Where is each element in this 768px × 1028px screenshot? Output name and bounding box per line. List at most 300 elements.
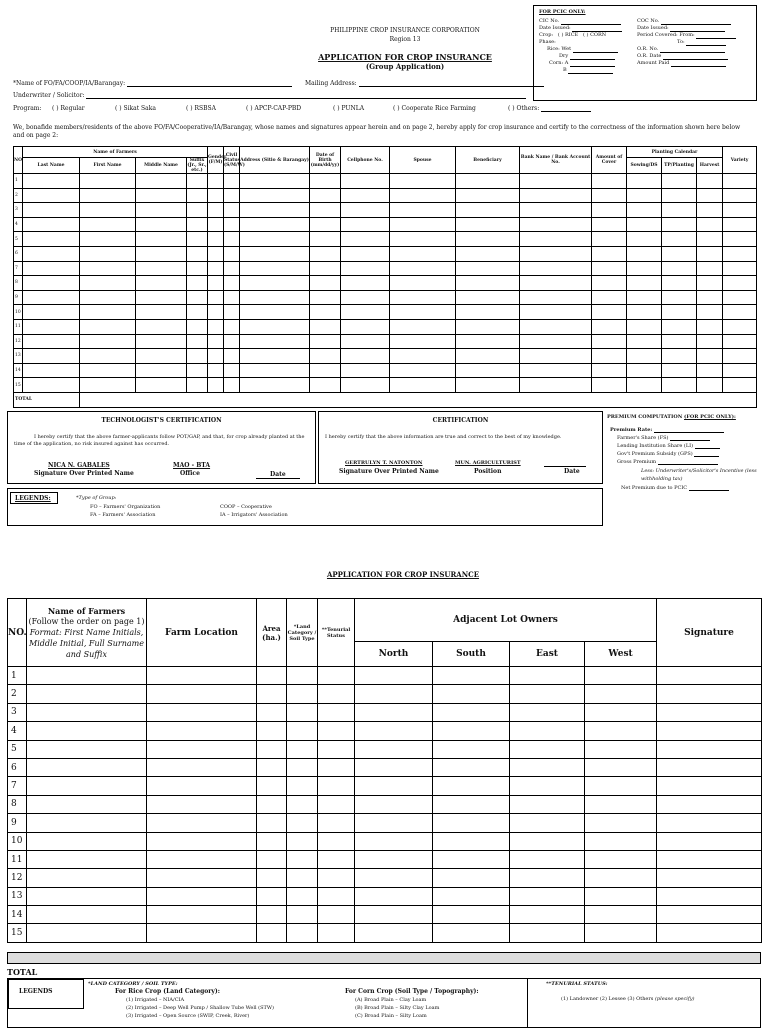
table-cell[interactable] [224, 261, 240, 276]
program-apcp[interactable]: ( ) APCP-CAP-PBD [246, 105, 302, 112]
table-cell[interactable] [136, 246, 187, 261]
table-cell[interactable] [433, 795, 510, 813]
table-cell[interactable] [136, 174, 187, 189]
table-cell[interactable] [390, 319, 456, 334]
table-cell[interactable] [456, 319, 520, 334]
table-cell[interactable] [208, 217, 224, 232]
table-cell[interactable] [287, 795, 318, 813]
table-cell[interactable] [287, 703, 318, 721]
table-cell[interactable] [627, 349, 662, 364]
table-cell[interactable] [257, 795, 287, 813]
table-cell[interactable] [23, 276, 80, 291]
table-cell[interactable] [80, 203, 136, 218]
table-cell[interactable] [592, 305, 627, 320]
table-cell[interactable] [433, 758, 510, 776]
table-cell[interactable] [136, 349, 187, 364]
table-cell[interactable] [318, 722, 355, 740]
table-cell[interactable] [240, 232, 310, 247]
table-cell[interactable] [147, 869, 257, 887]
table-cell[interactable] [318, 850, 355, 868]
table-cell[interactable] [433, 869, 510, 887]
table-cell[interactable] [318, 814, 355, 832]
table-cell[interactable] [662, 378, 697, 393]
table-cell[interactable] [224, 378, 240, 393]
table-cell[interactable] [147, 703, 257, 721]
table-cell[interactable] [697, 319, 723, 334]
table-cell[interactable] [27, 814, 147, 832]
table-cell[interactable] [147, 722, 257, 740]
table-cell[interactable] [723, 217, 757, 232]
table-cell[interactable] [510, 832, 585, 850]
table-cell[interactable] [433, 777, 510, 795]
table-cell[interactable] [585, 832, 657, 850]
table-cell[interactable] [355, 887, 433, 905]
table-cell[interactable] [240, 290, 310, 305]
table-cell[interactable] [23, 290, 80, 305]
table-cell[interactable] [341, 261, 390, 276]
table-cell[interactable] [240, 217, 310, 232]
table-cell[interactable] [136, 203, 187, 218]
table-cell[interactable] [355, 703, 433, 721]
table-cell[interactable] [257, 722, 287, 740]
table-cell[interactable] [80, 261, 136, 276]
table-cell[interactable] [433, 667, 510, 685]
table-cell[interactable] [23, 232, 80, 247]
table-cell[interactable] [257, 758, 287, 776]
table-cell[interactable] [627, 290, 662, 305]
table-cell[interactable] [456, 305, 520, 320]
table-cell[interactable] [433, 814, 510, 832]
table-cell[interactable] [657, 869, 762, 887]
table-cell[interactable] [456, 378, 520, 393]
table-cell[interactable] [187, 305, 208, 320]
premium-net-row[interactable] [607, 485, 757, 491]
table-cell[interactable] [310, 334, 341, 349]
table-cell[interactable] [585, 777, 657, 795]
table-cell[interactable] [23, 378, 80, 393]
table-cell[interactable] [80, 363, 136, 378]
table-cell[interactable] [510, 814, 585, 832]
table-cell[interactable] [697, 276, 723, 291]
table-cell[interactable] [341, 305, 390, 320]
table-cell[interactable] [287, 777, 318, 795]
table-cell[interactable] [662, 246, 697, 261]
table-cell[interactable] [355, 777, 433, 795]
table-cell[interactable] [187, 174, 208, 189]
table-cell[interactable] [662, 290, 697, 305]
table-cell[interactable] [456, 363, 520, 378]
table-cell[interactable] [224, 276, 240, 291]
table-cell[interactable] [723, 246, 757, 261]
table-cell[interactable] [510, 758, 585, 776]
table-cell[interactable] [27, 703, 147, 721]
table-cell[interactable] [80, 174, 136, 189]
table-cell[interactable] [520, 246, 592, 261]
table-cell[interactable] [627, 188, 662, 203]
table-cell[interactable] [257, 906, 287, 924]
table-cell[interactable] [433, 906, 510, 924]
table-cell[interactable] [657, 887, 762, 905]
table-cell[interactable] [287, 667, 318, 685]
table-cell[interactable] [27, 685, 147, 703]
table-cell[interactable] [627, 232, 662, 247]
table-cell[interactable] [697, 290, 723, 305]
table-cell[interactable] [208, 174, 224, 189]
table-cell[interactable] [456, 203, 520, 218]
table-cell[interactable] [723, 290, 757, 305]
table-cell[interactable] [27, 906, 147, 924]
table-cell[interactable] [390, 246, 456, 261]
table-cell[interactable] [80, 349, 136, 364]
table-cell[interactable] [510, 869, 585, 887]
table-cell[interactable] [657, 703, 762, 721]
table-cell[interactable] [723, 232, 757, 247]
table-cell[interactable] [136, 217, 187, 232]
table-cell[interactable] [27, 850, 147, 868]
table-cell[interactable] [147, 814, 257, 832]
table-cell[interactable] [147, 906, 257, 924]
mailing-address-field[interactable] [305, 80, 544, 87]
table-cell[interactable] [240, 363, 310, 378]
table-cell[interactable] [456, 232, 520, 247]
table-cell[interactable] [657, 667, 762, 685]
table-cell[interactable] [657, 685, 762, 703]
table-cell[interactable] [310, 203, 341, 218]
table-cell[interactable] [310, 349, 341, 364]
table-cell[interactable] [27, 832, 147, 850]
table-cell[interactable] [341, 276, 390, 291]
table-cell[interactable] [27, 869, 147, 887]
crop-corn-option[interactable]: ( ) CORN [582, 32, 607, 38]
table-cell[interactable] [23, 334, 80, 349]
table-cell[interactable] [240, 276, 310, 291]
table-cell[interactable] [592, 290, 627, 305]
table-cell[interactable] [318, 758, 355, 776]
table-cell[interactable] [433, 685, 510, 703]
program-rsbsa[interactable]: ( ) RSBSA [186, 105, 216, 112]
table-cell[interactable] [240, 305, 310, 320]
table-cell[interactable] [456, 217, 520, 232]
table-cell[interactable] [520, 276, 592, 291]
table-cell[interactable] [224, 363, 240, 378]
table-cell[interactable] [287, 740, 318, 758]
table-cell[interactable] [585, 758, 657, 776]
table-cell[interactable] [23, 246, 80, 261]
cert-date-line[interactable] [544, 466, 586, 467]
table-cell[interactable] [657, 814, 762, 832]
table-cell[interactable] [27, 795, 147, 813]
table-cell[interactable] [318, 869, 355, 887]
table-cell[interactable] [27, 777, 147, 795]
cert-position[interactable]: MUN. AGRICULTURIST [455, 460, 521, 466]
table-cell[interactable] [224, 334, 240, 349]
table-cell[interactable] [240, 319, 310, 334]
table-cell[interactable] [208, 232, 224, 247]
table-cell[interactable] [723, 188, 757, 203]
table-cell[interactable] [697, 246, 723, 261]
table-cell[interactable] [697, 305, 723, 320]
table-cell[interactable] [187, 319, 208, 334]
table-cell[interactable] [23, 305, 80, 320]
table-cell[interactable] [136, 363, 187, 378]
table-cell[interactable] [510, 887, 585, 905]
table-cell[interactable] [147, 740, 257, 758]
table-cell[interactable] [80, 334, 136, 349]
table-cell[interactable] [80, 378, 136, 393]
table-cell[interactable] [390, 217, 456, 232]
table-cell[interactable] [697, 363, 723, 378]
table-cell[interactable] [627, 363, 662, 378]
table-cell[interactable] [187, 334, 208, 349]
table-cell[interactable] [520, 261, 592, 276]
table-cell[interactable] [592, 319, 627, 334]
table-cell[interactable] [240, 203, 310, 218]
table-cell[interactable] [355, 758, 433, 776]
table-cell[interactable] [390, 363, 456, 378]
cert-name[interactable]: GERTRULYN T. NATONTON [345, 460, 423, 466]
table-cell[interactable] [627, 217, 662, 232]
table-cell[interactable] [662, 319, 697, 334]
table-cell[interactable] [310, 261, 341, 276]
table-cell[interactable] [657, 758, 762, 776]
table-cell[interactable] [310, 174, 341, 189]
table-cell[interactable] [355, 850, 433, 868]
table-cell[interactable] [147, 758, 257, 776]
table-cell[interactable] [147, 777, 257, 795]
table-cell[interactable] [208, 290, 224, 305]
table-cell[interactable] [187, 203, 208, 218]
table-cell[interactable] [657, 924, 762, 942]
table-cell[interactable] [147, 667, 257, 685]
table-cell[interactable] [287, 869, 318, 887]
premium-li-row[interactable] [607, 443, 757, 449]
table-cell[interactable] [592, 261, 627, 276]
table-cell[interactable] [456, 261, 520, 276]
table-cell[interactable] [310, 305, 341, 320]
table-cell[interactable] [318, 795, 355, 813]
table-cell[interactable] [627, 174, 662, 189]
table-cell[interactable] [310, 188, 341, 203]
table-cell[interactable] [224, 290, 240, 305]
table-cell[interactable] [318, 703, 355, 721]
table-cell[interactable] [433, 924, 510, 942]
table-cell[interactable] [147, 887, 257, 905]
table-cell[interactable] [585, 814, 657, 832]
table-cell[interactable] [585, 906, 657, 924]
table-cell[interactable] [23, 261, 80, 276]
table-cell[interactable] [510, 685, 585, 703]
table-cell[interactable] [585, 795, 657, 813]
table-cell[interactable] [520, 378, 592, 393]
table-cell[interactable] [208, 319, 224, 334]
table-cell[interactable] [341, 188, 390, 203]
table-cell[interactable] [208, 246, 224, 261]
table-cell[interactable] [662, 334, 697, 349]
group-name-field[interactable] [13, 80, 292, 87]
table-cell[interactable] [147, 685, 257, 703]
table-cell[interactable] [390, 203, 456, 218]
tech-cert-office[interactable]: MAO - BTA [173, 462, 211, 469]
table-cell[interactable] [80, 232, 136, 247]
table-cell[interactable] [456, 276, 520, 291]
table-cell[interactable] [585, 667, 657, 685]
table-cell[interactable] [136, 319, 187, 334]
table-cell[interactable] [187, 188, 208, 203]
table-cell[interactable] [341, 203, 390, 218]
table-cell[interactable] [80, 319, 136, 334]
table-cell[interactable] [433, 740, 510, 758]
table-cell[interactable] [520, 232, 592, 247]
table-cell[interactable] [136, 378, 187, 393]
table-cell[interactable] [27, 924, 147, 942]
table-cell[interactable] [224, 246, 240, 261]
table-cell[interactable] [27, 740, 147, 758]
table-cell[interactable] [592, 188, 627, 203]
table-cell[interactable] [585, 722, 657, 740]
table-cell[interactable] [723, 203, 757, 218]
table-cell[interactable] [585, 924, 657, 942]
program-others[interactable] [508, 105, 591, 112]
table-cell[interactable] [723, 378, 757, 393]
table-cell[interactable] [456, 290, 520, 305]
table-cell[interactable] [147, 795, 257, 813]
table-cell[interactable] [657, 850, 762, 868]
table-cell[interactable] [510, 722, 585, 740]
table-cell[interactable] [257, 887, 287, 905]
table-cell[interactable] [257, 832, 287, 850]
table-cell[interactable] [627, 261, 662, 276]
table-cell[interactable] [23, 174, 80, 189]
table-cell[interactable] [224, 188, 240, 203]
table-cell[interactable] [723, 334, 757, 349]
table-cell[interactable] [627, 203, 662, 218]
table-cell[interactable] [723, 305, 757, 320]
table-cell[interactable] [456, 349, 520, 364]
table-cell[interactable] [585, 869, 657, 887]
table-cell[interactable] [80, 305, 136, 320]
table-cell[interactable] [390, 378, 456, 393]
table-cell[interactable] [657, 740, 762, 758]
table-cell[interactable] [662, 203, 697, 218]
table-cell[interactable] [341, 334, 390, 349]
table-cell[interactable] [318, 906, 355, 924]
tech-cert-name[interactable]: NICA N. GABALES [48, 462, 110, 469]
table-cell[interactable] [187, 276, 208, 291]
table-cell[interactable] [627, 305, 662, 320]
table-cell[interactable] [627, 334, 662, 349]
table-cell[interactable] [208, 261, 224, 276]
table-cell[interactable] [355, 667, 433, 685]
table-cell[interactable] [80, 276, 136, 291]
table-cell[interactable] [520, 290, 592, 305]
table-cell[interactable] [697, 174, 723, 189]
table-cell[interactable] [627, 319, 662, 334]
table-cell[interactable] [23, 319, 80, 334]
table-cell[interactable] [287, 758, 318, 776]
table-cell[interactable] [520, 305, 592, 320]
table-cell[interactable] [662, 261, 697, 276]
table-cell[interactable] [257, 924, 287, 942]
table-cell[interactable] [23, 203, 80, 218]
table-cell[interactable] [287, 906, 318, 924]
table-cell[interactable] [208, 305, 224, 320]
table-cell[interactable] [208, 349, 224, 364]
table-cell[interactable] [310, 378, 341, 393]
table-cell[interactable] [224, 349, 240, 364]
table-cell[interactable] [187, 246, 208, 261]
table-cell[interactable] [187, 232, 208, 247]
table-cell[interactable] [224, 305, 240, 320]
table-cell[interactable] [287, 924, 318, 942]
table-cell[interactable] [520, 319, 592, 334]
table-cell[interactable] [23, 363, 80, 378]
table-cell[interactable] [187, 378, 208, 393]
program-regular[interactable]: ( ) Regular [52, 105, 85, 112]
table-cell[interactable] [433, 832, 510, 850]
table-cell[interactable] [433, 887, 510, 905]
table-cell[interactable] [592, 203, 627, 218]
table-cell[interactable] [697, 203, 723, 218]
table-cell[interactable] [136, 276, 187, 291]
table-cell[interactable] [510, 703, 585, 721]
table-cell[interactable] [657, 777, 762, 795]
table-cell[interactable] [287, 887, 318, 905]
table-cell[interactable] [224, 217, 240, 232]
table-cell[interactable] [662, 188, 697, 203]
table-cell[interactable] [627, 378, 662, 393]
table-cell[interactable] [208, 334, 224, 349]
table-cell[interactable] [627, 276, 662, 291]
table-cell[interactable] [224, 232, 240, 247]
premium-gps-row[interactable] [607, 451, 757, 457]
table-cell[interactable] [510, 667, 585, 685]
table-cell[interactable] [355, 906, 433, 924]
table-cell[interactable] [662, 276, 697, 291]
table-cell[interactable] [240, 378, 310, 393]
table-cell[interactable] [208, 276, 224, 291]
table-cell[interactable] [136, 188, 187, 203]
table-cell[interactable] [662, 217, 697, 232]
table-cell[interactable] [592, 363, 627, 378]
table-cell[interactable] [355, 814, 433, 832]
table-cell[interactable] [433, 850, 510, 868]
table-cell[interactable] [224, 203, 240, 218]
table-cell[interactable] [697, 232, 723, 247]
premium-gross-row[interactable] [607, 459, 757, 465]
table-cell[interactable] [456, 188, 520, 203]
tech-cert-date-line[interactable] [256, 478, 300, 479]
premium-fs-row[interactable] [607, 435, 757, 441]
table-cell[interactable] [510, 795, 585, 813]
table-cell[interactable] [208, 378, 224, 393]
table-cell[interactable] [510, 777, 585, 795]
table-cell[interactable] [147, 832, 257, 850]
table-cell[interactable] [510, 850, 585, 868]
table-cell[interactable] [318, 667, 355, 685]
table-cell[interactable] [390, 349, 456, 364]
table-cell[interactable] [662, 349, 697, 364]
table-cell[interactable] [318, 832, 355, 850]
table-cell[interactable] [341, 319, 390, 334]
table-cell[interactable] [287, 814, 318, 832]
table-cell[interactable] [147, 924, 257, 942]
table-cell[interactable] [310, 363, 341, 378]
table-cell[interactable] [310, 276, 341, 291]
table-cell[interactable] [208, 188, 224, 203]
table-cell[interactable] [657, 832, 762, 850]
table-cell[interactable] [390, 261, 456, 276]
table-cell[interactable] [318, 887, 355, 905]
